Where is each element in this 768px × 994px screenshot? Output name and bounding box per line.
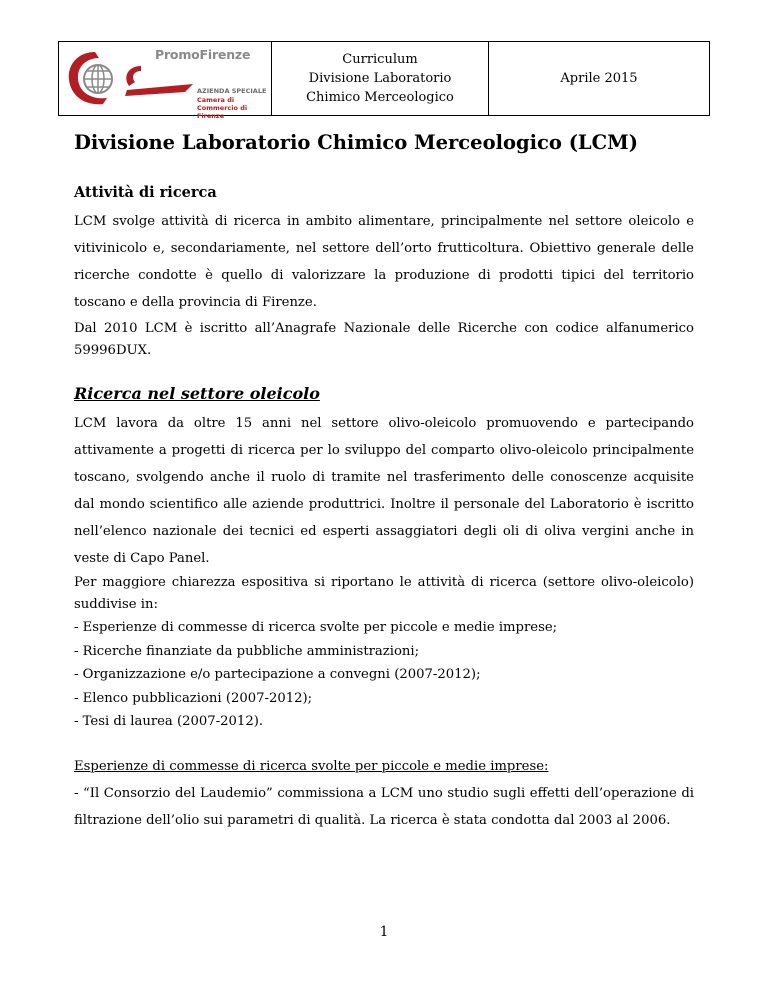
- logo-name: PromoFirenze: [155, 47, 251, 62]
- paragraph: - “Il Consorzio del Laudemio” commissiona a LCM uno studio sugli effetti dell’operazione di filtrazione dell’olio sui parametri di qualità. La ricerca è stata condotta dal 2003 al 2006.: [74, 785, 694, 828]
- header-title-line: Divisione Laboratorio: [308, 71, 452, 86]
- logo-chamber-name: Camera di Commercio di Firenze: [197, 96, 248, 120]
- section-heading-ricerca: Attività di ricerca: [74, 184, 217, 201]
- logo-subtitle: AZIENDA SPECIALE: [197, 87, 267, 95]
- list-item: - Ricerche finanziate da pubbliche amministrazioni;: [74, 643, 420, 659]
- list-item: - Organizzazione e/o partecipazione a convegni (2007-2012);: [74, 667, 481, 682]
- promofirenze-logo: [59, 42, 271, 120]
- document-body: [74, 130, 694, 834]
- paragraph: LCM svolge attività di ricerca in ambito alimentare, principalmente nel settore oleicolo e vitivinicolo e, secondariamente, nel settore dell’orto frutticoltura. Obiettivo generale delle ricerche condotte è quello di valorizzare la produzione di prodotti tipici del territorio toscano e della provincia di Firenze.: [74, 214, 694, 310]
- paragraph: Dal 2010 LCM è iscritto all’Anagrafe Nazionale delle Ricerche con codice alfanumerico 59996DUX.: [74, 321, 694, 358]
- header-title-line: Chimico Merceologico: [306, 90, 454, 105]
- page-number: 1: [379, 924, 389, 940]
- header-title-cell: [272, 42, 489, 116]
- list-item: - Tesi di laurea (2007-2012).: [74, 714, 264, 729]
- logo-cell: [59, 42, 272, 120]
- document-title: Divisione Laboratorio Chimico Merceologico (LCM): [74, 131, 638, 154]
- list-item: - Esperienze di commesse di ricerca svolte per piccole e medie imprese;: [74, 620, 558, 635]
- document-header: [58, 41, 710, 120]
- header-date: Aprile 2015: [489, 42, 710, 116]
- paragraph: LCM lavora da oltre 15 anni nel settore olivo-oleicolo promuovendo e partecipando attivamente a progetti di ricerca per lo sviluppo del comparto olivo-oleicolo principalmente toscano, svolgendo anche il ruolo di tramite nel trasferimento delle conoscenze acquisite dal mondo scientifico alle aziende produttrici. Inoltre il personale del Laboratorio è iscritto nell’elenco nazionale dei tecnici ed esperti assaggiatori degli oli di oliva vergini anche in veste di Capo Panel.: [74, 416, 694, 566]
- list-item: - Elenco pubblicazioni (2007-2012);: [74, 690, 313, 706]
- section-heading-oleicolo: Ricerca nel settore oleicolo: [74, 384, 320, 403]
- header-title-line: Curriculum: [342, 52, 418, 67]
- section-heading-commesse: Esperienze di commesse di ricerca svolte per piccole e medie imprese:: [74, 758, 549, 774]
- paragraph: Per maggiore chiarezza espositiva si riportano le attività di ricerca (settore olivo-oleicolo) suddivise in:: [74, 575, 694, 612]
